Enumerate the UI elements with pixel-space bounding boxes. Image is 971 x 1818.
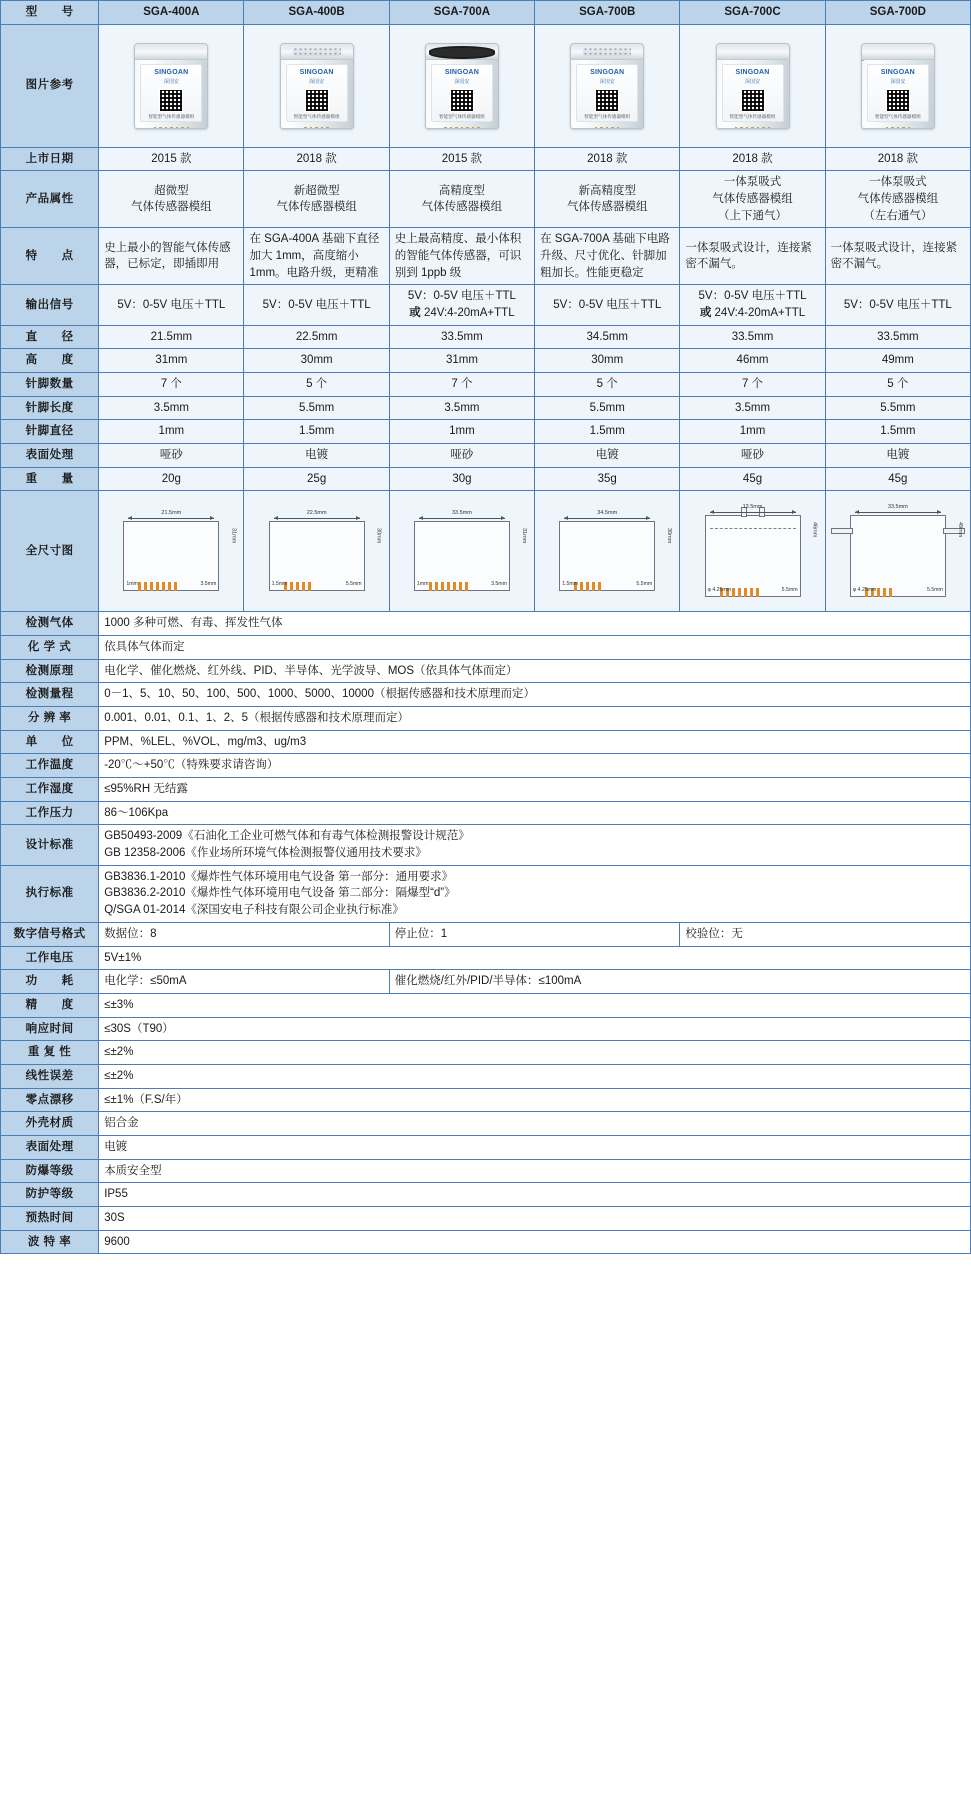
row-linearity-error bbox=[1, 1064, 971, 1088]
product-photo-cell-1 bbox=[99, 24, 244, 147]
row-dimension-drawings bbox=[1, 491, 971, 612]
photo-caption: 智能型气体传感器模组 bbox=[148, 114, 195, 120]
pin-count-6: 5 个 bbox=[825, 373, 970, 397]
drawing-pin-len-label: 5.5mm bbox=[636, 580, 653, 587]
weight-5: 45g bbox=[680, 467, 825, 491]
photo-caption: 智能型气体传感器模组 bbox=[438, 114, 485, 120]
drawing-height-label: 49mm bbox=[956, 522, 963, 538]
brand-text: SINGOAN bbox=[735, 68, 770, 76]
surface-4: 电镀 bbox=[535, 444, 680, 468]
signal-or: 或 bbox=[699, 307, 712, 320]
row-output-signal bbox=[1, 285, 971, 325]
signal-main: 5V：0-5V 电压＋TTL bbox=[553, 298, 662, 311]
brand-text: SINGOAN bbox=[590, 68, 625, 76]
row-label-design-standard: 设计标准 bbox=[1, 825, 99, 865]
sensor-image-sga700c bbox=[716, 43, 790, 129]
qr-code-icon bbox=[159, 89, 183, 112]
design-standard-value bbox=[99, 825, 971, 865]
attribute-2 bbox=[244, 171, 389, 228]
standard-line: GB 12358-2006《作业场所环境气体检测报警仪通用技术要求》 bbox=[104, 847, 427, 860]
row-weight bbox=[1, 467, 971, 491]
surface-2: 电镀 bbox=[244, 444, 389, 468]
row-execution-standard bbox=[1, 865, 971, 922]
product-photo-cell-3 bbox=[389, 24, 534, 147]
row-detect-principle bbox=[1, 659, 971, 683]
attribute-4 bbox=[535, 171, 680, 228]
row-baud-rate bbox=[1, 1230, 971, 1254]
brand-cn-text: 深国安 bbox=[454, 78, 470, 85]
nozzle-stub-icon bbox=[831, 528, 853, 534]
brand-cn-text: 深国安 bbox=[163, 78, 179, 85]
row-work-voltage bbox=[1, 946, 971, 970]
row-chemical-formula bbox=[1, 636, 971, 660]
digital-parity: 校验位：无 bbox=[680, 922, 971, 946]
drawing-width-label: 22.5mm bbox=[306, 510, 327, 517]
row-label-height: 高 度 bbox=[1, 349, 99, 373]
unit-value: PPM、%LEL、%VOL、mg/m3、ug/m3 bbox=[99, 730, 971, 754]
row-label-power-consumption: 功 耗 bbox=[1, 970, 99, 994]
attribute-line: 气体传感器模组 bbox=[276, 201, 357, 214]
detect-gas-value: 1000 多种可燃、有毒、挥发性气体 bbox=[99, 612, 971, 636]
drawing-pin-len-label: 3.5mm bbox=[200, 580, 217, 587]
pin-count-1: 7 个 bbox=[99, 373, 244, 397]
work-pressure-value: 86～106Kpa bbox=[99, 801, 971, 825]
row-label-zero-drift: 零点漂移 bbox=[1, 1088, 99, 1112]
row-digital-format bbox=[1, 922, 971, 946]
row-label-pin-length: 针脚长度 bbox=[1, 396, 99, 420]
row-label-preheat-time: 预热时间 bbox=[1, 1206, 99, 1230]
pin-count-5: 7 个 bbox=[680, 373, 825, 397]
weight-1: 20g bbox=[99, 467, 244, 491]
attribute-line: 气体传感器模组 bbox=[857, 193, 939, 206]
row-label-work-humidity: 工作湿度 bbox=[1, 778, 99, 802]
resolution-value: 0.001、0.01、0.1、1、2、5（根据传感器和技术原理而定） bbox=[99, 707, 971, 731]
row-label-pin-count: 针脚数量 bbox=[1, 373, 99, 397]
row-shell-material bbox=[1, 1112, 971, 1136]
standard-line: GB3836.1-2010《爆炸性气体环境用电气设备 第一部分：通用要求》 bbox=[104, 870, 454, 883]
standard-line: GB3836.2-2010《爆炸性气体环境用电气设备 第二部分：隔爆型“d”》 bbox=[104, 887, 456, 900]
drawing-nozzle-label: φ 4.25mm bbox=[852, 586, 877, 593]
row-accuracy bbox=[1, 993, 971, 1017]
row-features bbox=[1, 228, 971, 285]
diameter-3: 33.5mm bbox=[389, 325, 534, 349]
qr-code-icon bbox=[741, 89, 765, 112]
surface-5: 哑砂 bbox=[680, 444, 825, 468]
row-label-surface-treatment-2: 表面处理 bbox=[1, 1135, 99, 1159]
drawing-pin-len-label: 5.5mm bbox=[345, 580, 362, 587]
drawing-pitch-label: 13.5mm bbox=[742, 504, 763, 511]
attribute-line: 高精度型 bbox=[438, 184, 485, 197]
model-header-1: SGA-400A bbox=[99, 1, 244, 25]
diameter-6: 33.5mm bbox=[825, 325, 970, 349]
drawing-height-label: 31mm bbox=[230, 528, 237, 544]
row-label-features: 特 点 bbox=[1, 228, 99, 285]
pin-diameter-1: 1mm bbox=[99, 420, 244, 444]
pin-count-4: 5 个 bbox=[535, 373, 680, 397]
power-other: 催化燃烧/红外/PID/半导体：≤100mA bbox=[389, 970, 970, 994]
standard-line: GB50493-2009《石油化工企业可燃气体和有毒气体检测报警设计规范》 bbox=[104, 830, 470, 843]
launch-date-1: 2015 款 bbox=[99, 147, 244, 171]
diameter-2: 22.5mm bbox=[244, 325, 389, 349]
row-response-time bbox=[1, 1017, 971, 1041]
drawing-pin-dia-label: 1mm bbox=[126, 580, 138, 587]
model-header-4: SGA-700B bbox=[535, 1, 680, 25]
attribute-line: （左右通气） bbox=[863, 209, 933, 222]
attribute-line: 一体泵吸式 bbox=[869, 176, 927, 189]
drawing-height-label: 30mm bbox=[375, 528, 382, 544]
execution-standard-value bbox=[99, 865, 971, 922]
drawing-pin-len-label: 5.5mm bbox=[926, 586, 943, 593]
qr-code-icon bbox=[595, 89, 619, 112]
row-label-attribute: 产品属性 bbox=[1, 171, 99, 228]
attribute-line: 气体传感器模组 bbox=[566, 201, 648, 214]
row-label-protection-grade: 防护等级 bbox=[1, 1183, 99, 1207]
brand-text: SINGOAN bbox=[444, 68, 479, 76]
digital-stopbits: 停止位：1 bbox=[389, 922, 680, 946]
table-header-row bbox=[1, 1, 971, 25]
model-header-6: SGA-700D bbox=[825, 1, 970, 25]
sensor-image-sga400a bbox=[134, 43, 208, 129]
drawing-width-label: 21.5mm bbox=[161, 510, 182, 517]
diameter-4: 34.5mm bbox=[535, 325, 680, 349]
height-5: 46mm bbox=[680, 349, 825, 373]
row-protection-grade bbox=[1, 1183, 971, 1207]
row-label-resolution: 分 辨 率 bbox=[1, 707, 99, 731]
photo-caption: 智能型气体传感器模组 bbox=[293, 114, 340, 120]
signal-main: 5V：0-5V 电压＋TTL bbox=[262, 298, 371, 311]
row-label-detect-principle: 检测原理 bbox=[1, 659, 99, 683]
output-signal-1 bbox=[99, 285, 244, 325]
detect-range-value: 0－1、5、10、50、100、500、1000、5000、10000（根据传感器和技术原理而定） bbox=[99, 683, 971, 707]
row-repeatability bbox=[1, 1041, 971, 1065]
photo-caption: 智能型气体传感器模组 bbox=[584, 114, 631, 120]
row-label-baud-rate: 波 特 率 bbox=[1, 1230, 99, 1254]
dimension-drawing-5 bbox=[680, 491, 825, 612]
dimension-drawing-3 bbox=[389, 491, 534, 612]
height-2: 30mm bbox=[244, 349, 389, 373]
qr-code-icon bbox=[886, 89, 910, 112]
product-photo-cell-2 bbox=[244, 24, 389, 147]
row-label-explosion-proof: 防爆等级 bbox=[1, 1159, 99, 1183]
row-label-response-time: 响应时间 bbox=[1, 1017, 99, 1041]
surface-3: 哑砂 bbox=[389, 444, 534, 468]
photo-caption: 智能型气体传感器模组 bbox=[729, 114, 776, 120]
row-resolution bbox=[1, 707, 971, 731]
drawing-nozzle-label: φ 4.25mm bbox=[707, 586, 732, 593]
drawing-width-label: 33.5mm bbox=[887, 504, 908, 511]
row-label-weight: 重 量 bbox=[1, 467, 99, 491]
row-label-linearity-error: 线性误差 bbox=[1, 1064, 99, 1088]
attribute-line: （上下通气） bbox=[718, 209, 788, 222]
diameter-5: 33.5mm bbox=[680, 325, 825, 349]
drawing-pin-len-label: 5.5mm bbox=[781, 586, 798, 593]
repeatability-value: ≤±2% bbox=[99, 1041, 971, 1065]
attribute-6 bbox=[825, 171, 970, 228]
work-voltage-value: 5V±1% bbox=[99, 946, 971, 970]
brand-text: SINGOAN bbox=[299, 68, 334, 76]
pin-diameter-3: 1mm bbox=[389, 420, 534, 444]
row-label-execution-standard: 执行标准 bbox=[1, 865, 99, 922]
signal-main: 5V：0-5V 电压＋TTL bbox=[843, 298, 952, 311]
power-electrochemical: 电化学：≤50mA bbox=[99, 970, 390, 994]
attribute-line: 气体传感器模组 bbox=[712, 193, 793, 206]
attribute-line: 气体传感器模组 bbox=[131, 201, 212, 214]
row-label-output-signal: 输出信号 bbox=[1, 285, 99, 325]
signal-main: 5V：0-5V 电压＋TTL bbox=[407, 290, 516, 303]
feature-3: 史上最高精度、最小体积的智能气体传感器，可识别到 1ppb 级 bbox=[389, 228, 534, 285]
explosion-proof-value: 本质安全型 bbox=[99, 1159, 971, 1183]
row-surface-treatment bbox=[1, 444, 971, 468]
row-design-standard bbox=[1, 825, 971, 865]
preheat-time-value: 30S bbox=[99, 1206, 971, 1230]
output-signal-2 bbox=[244, 285, 389, 325]
signal-alt: 24V:4-20mA+TTL bbox=[423, 307, 515, 320]
output-signal-6 bbox=[825, 285, 970, 325]
drawing-width-label: 34.5mm bbox=[597, 510, 618, 517]
attribute-line: 超微型 bbox=[154, 184, 189, 197]
dimension-drawing-4 bbox=[535, 491, 680, 612]
row-work-pressure bbox=[1, 801, 971, 825]
pin-diameter-5: 1mm bbox=[680, 420, 825, 444]
work-humidity-value: ≤95%RH 无结露 bbox=[99, 778, 971, 802]
launch-date-5: 2018 款 bbox=[680, 147, 825, 171]
signal-or: 或 bbox=[409, 307, 421, 320]
standard-line: Q/SGA 01-2014《深国安电子科技有限公司企业执行标准》 bbox=[104, 904, 404, 917]
row-preheat-time bbox=[1, 1206, 971, 1230]
brand-cn-text: 深国安 bbox=[745, 78, 761, 85]
response-time-value: ≤30S（T90） bbox=[99, 1017, 971, 1041]
signal-alt: 24V:4-20mA+TTL bbox=[714, 307, 806, 320]
row-explosion-proof bbox=[1, 1159, 971, 1183]
row-label-launch-date: 上市日期 bbox=[1, 147, 99, 171]
attribute-3 bbox=[389, 171, 534, 228]
attribute-line: 气体传感器模组 bbox=[421, 201, 503, 214]
output-signal-5 bbox=[680, 285, 825, 325]
brand-text: SINGOAN bbox=[154, 68, 189, 76]
pin-diameter-4: 1.5mm bbox=[535, 420, 680, 444]
pin-length-2: 5.5mm bbox=[244, 396, 389, 420]
launch-date-2: 2018 款 bbox=[244, 147, 389, 171]
row-unit bbox=[1, 730, 971, 754]
row-detect-gas bbox=[1, 612, 971, 636]
signal-main: 5V：0-5V 电压＋TTL bbox=[117, 298, 226, 311]
sensor-image-sga700d bbox=[861, 43, 935, 129]
attribute-line: 新高精度型 bbox=[578, 184, 636, 197]
product-photo-cell-4 bbox=[535, 24, 680, 147]
chemical-formula-value: 依具体气体而定 bbox=[99, 636, 971, 660]
row-pin-count bbox=[1, 373, 971, 397]
accuracy-value: ≤±3% bbox=[99, 993, 971, 1017]
row-work-temp bbox=[1, 754, 971, 778]
row-label-work-temp: 工作温度 bbox=[1, 754, 99, 778]
row-pin-diameter bbox=[1, 420, 971, 444]
row-label-work-voltage: 工作电压 bbox=[1, 946, 99, 970]
brand-cn-text: 深国安 bbox=[599, 78, 615, 85]
digital-databits: 数据位：8 bbox=[99, 922, 390, 946]
output-signal-4 bbox=[535, 285, 680, 325]
attribute-5 bbox=[680, 171, 825, 228]
weight-2: 25g bbox=[244, 467, 389, 491]
feature-5: 一体泵吸式设计，连接紧密不漏气。 bbox=[680, 228, 825, 285]
brand-text: SINGOAN bbox=[880, 68, 915, 76]
output-signal-3 bbox=[389, 285, 534, 325]
drawing-pin-dia-label: 1.5mm bbox=[271, 580, 288, 587]
qr-code-icon bbox=[305, 89, 329, 112]
pin-diameter-2: 1.5mm bbox=[244, 420, 389, 444]
sensor-image-sga700a bbox=[425, 43, 499, 129]
height-3: 31mm bbox=[389, 349, 534, 373]
pin-length-4: 5.5mm bbox=[535, 396, 680, 420]
baud-rate-value: 9600 bbox=[99, 1230, 971, 1254]
row-diameter bbox=[1, 325, 971, 349]
zero-drift-value: ≤±1%（F.S/年） bbox=[99, 1088, 971, 1112]
pin-length-5: 3.5mm bbox=[680, 396, 825, 420]
product-photo-cell-6 bbox=[825, 24, 970, 147]
row-label-diameter: 直 径 bbox=[1, 325, 99, 349]
row-label-repeatability: 重 复 性 bbox=[1, 1041, 99, 1065]
row-label-digital-format: 数字信号格式 bbox=[1, 922, 99, 946]
row-label-detect-gas: 检测气体 bbox=[1, 612, 99, 636]
surface-treatment-value: 电镀 bbox=[99, 1135, 971, 1159]
row-label-pin-diameter: 针脚直径 bbox=[1, 420, 99, 444]
drawing-pin-len-label: 3.5mm bbox=[491, 580, 507, 587]
sensor-image-sga400b bbox=[280, 43, 354, 129]
row-surface-treatment-2 bbox=[1, 1135, 971, 1159]
pin-count-3: 7 个 bbox=[389, 373, 534, 397]
diameter-1: 21.5mm bbox=[99, 325, 244, 349]
drawing-pin-dia-label: 1mm bbox=[416, 580, 429, 587]
dimension-drawing-2 bbox=[244, 491, 389, 612]
protection-grade-value: IP55 bbox=[99, 1183, 971, 1207]
surface-1: 哑砂 bbox=[99, 444, 244, 468]
height-1: 31mm bbox=[99, 349, 244, 373]
row-label-dimension-drawing: 全尺寸图 bbox=[1, 491, 99, 612]
pin-diameter-6: 1.5mm bbox=[825, 420, 970, 444]
product-photo-cell-5 bbox=[680, 24, 825, 147]
row-label-shell-material: 外壳材质 bbox=[1, 1112, 99, 1136]
row-work-humidity bbox=[1, 778, 971, 802]
detect-principle-value: 电化学、催化燃烧、红外线、PID、半导体、光学波导、MOS（依具体气体而定） bbox=[99, 659, 971, 683]
row-label-chemical-formula: 化 学 式 bbox=[1, 636, 99, 660]
launch-date-4: 2018 款 bbox=[535, 147, 680, 171]
brand-cn-text: 深国安 bbox=[309, 78, 325, 85]
row-label-detect-range: 检测量程 bbox=[1, 683, 99, 707]
model-header-3: SGA-700A bbox=[389, 1, 534, 25]
attribute-line: 新超微型 bbox=[293, 184, 340, 197]
row-label-photo: 图片参考 bbox=[1, 24, 99, 147]
drawing-height-label: 31mm bbox=[520, 528, 527, 544]
drawing-height-label: 46mm bbox=[811, 522, 818, 538]
linearity-error-value: ≤±2% bbox=[99, 1064, 971, 1088]
drawing-width-label: 33.5mm bbox=[451, 510, 472, 517]
row-zero-drift bbox=[1, 1088, 971, 1112]
weight-4: 35g bbox=[535, 467, 680, 491]
feature-1: 史上最小的智能气体传感器，已标定，即插即用 bbox=[99, 228, 244, 285]
feature-6: 一体泵吸式设计，连接紧密不漏气。 bbox=[825, 228, 970, 285]
signal-main: 5V：0-5V 电压＋TTL bbox=[698, 290, 807, 303]
work-temp-value: -20℃～+50℃（特殊要求请咨询） bbox=[99, 754, 971, 778]
row-power-consumption bbox=[1, 970, 971, 994]
row-detect-range bbox=[1, 683, 971, 707]
attribute-1 bbox=[99, 171, 244, 228]
height-4: 30mm bbox=[535, 349, 680, 373]
row-pin-length bbox=[1, 396, 971, 420]
brand-cn-text: 深国安 bbox=[890, 78, 906, 85]
sensor-image-sga700b bbox=[570, 43, 644, 129]
feature-4: 在 SGA-700A 基础下电路升级、尺寸优化、针脚加粗加长。性能更稳定 bbox=[535, 228, 680, 285]
qr-code-icon bbox=[450, 89, 474, 112]
row-label-work-pressure: 工作压力 bbox=[1, 801, 99, 825]
row-label-accuracy: 精 度 bbox=[1, 993, 99, 1017]
pin-length-6: 5.5mm bbox=[825, 396, 970, 420]
row-label-model: 型 号 bbox=[1, 1, 99, 25]
launch-date-3: 2015 款 bbox=[389, 147, 534, 171]
attribute-line: 一体泵吸式 bbox=[723, 176, 782, 189]
row-label-surface-treatment: 表面处理 bbox=[1, 444, 99, 468]
model-header-2: SGA-400B bbox=[244, 1, 389, 25]
drawing-pin-dia-label: 1.5mm bbox=[562, 580, 579, 587]
weight-6: 45g bbox=[825, 467, 970, 491]
drawing-height-label: 30mm bbox=[666, 528, 673, 544]
pin-length-1: 3.5mm bbox=[99, 396, 244, 420]
dimension-drawing-1 bbox=[99, 491, 244, 612]
surface-6: 电镀 bbox=[825, 444, 970, 468]
row-height bbox=[1, 349, 971, 373]
pin-length-3: 3.5mm bbox=[389, 396, 534, 420]
weight-3: 30g bbox=[389, 467, 534, 491]
row-launch-date bbox=[1, 147, 971, 171]
pin-count-2: 5 个 bbox=[244, 373, 389, 397]
photo-caption: 智能型气体传感器模组 bbox=[874, 114, 921, 120]
height-6: 49mm bbox=[825, 349, 970, 373]
row-product-attribute bbox=[1, 171, 971, 228]
dimension-drawing-6 bbox=[825, 491, 970, 612]
model-header-5: SGA-700C bbox=[680, 1, 825, 25]
shell-material-value: 铝合金 bbox=[99, 1112, 971, 1136]
row-label-unit: 单 位 bbox=[1, 730, 99, 754]
feature-2: 在 SGA-400A 基础下直径加大 1mm，高度缩小 1mm。电路升级，更精准 bbox=[244, 228, 389, 285]
row-product-photos bbox=[1, 24, 971, 147]
launch-date-6: 2018 款 bbox=[825, 147, 970, 171]
